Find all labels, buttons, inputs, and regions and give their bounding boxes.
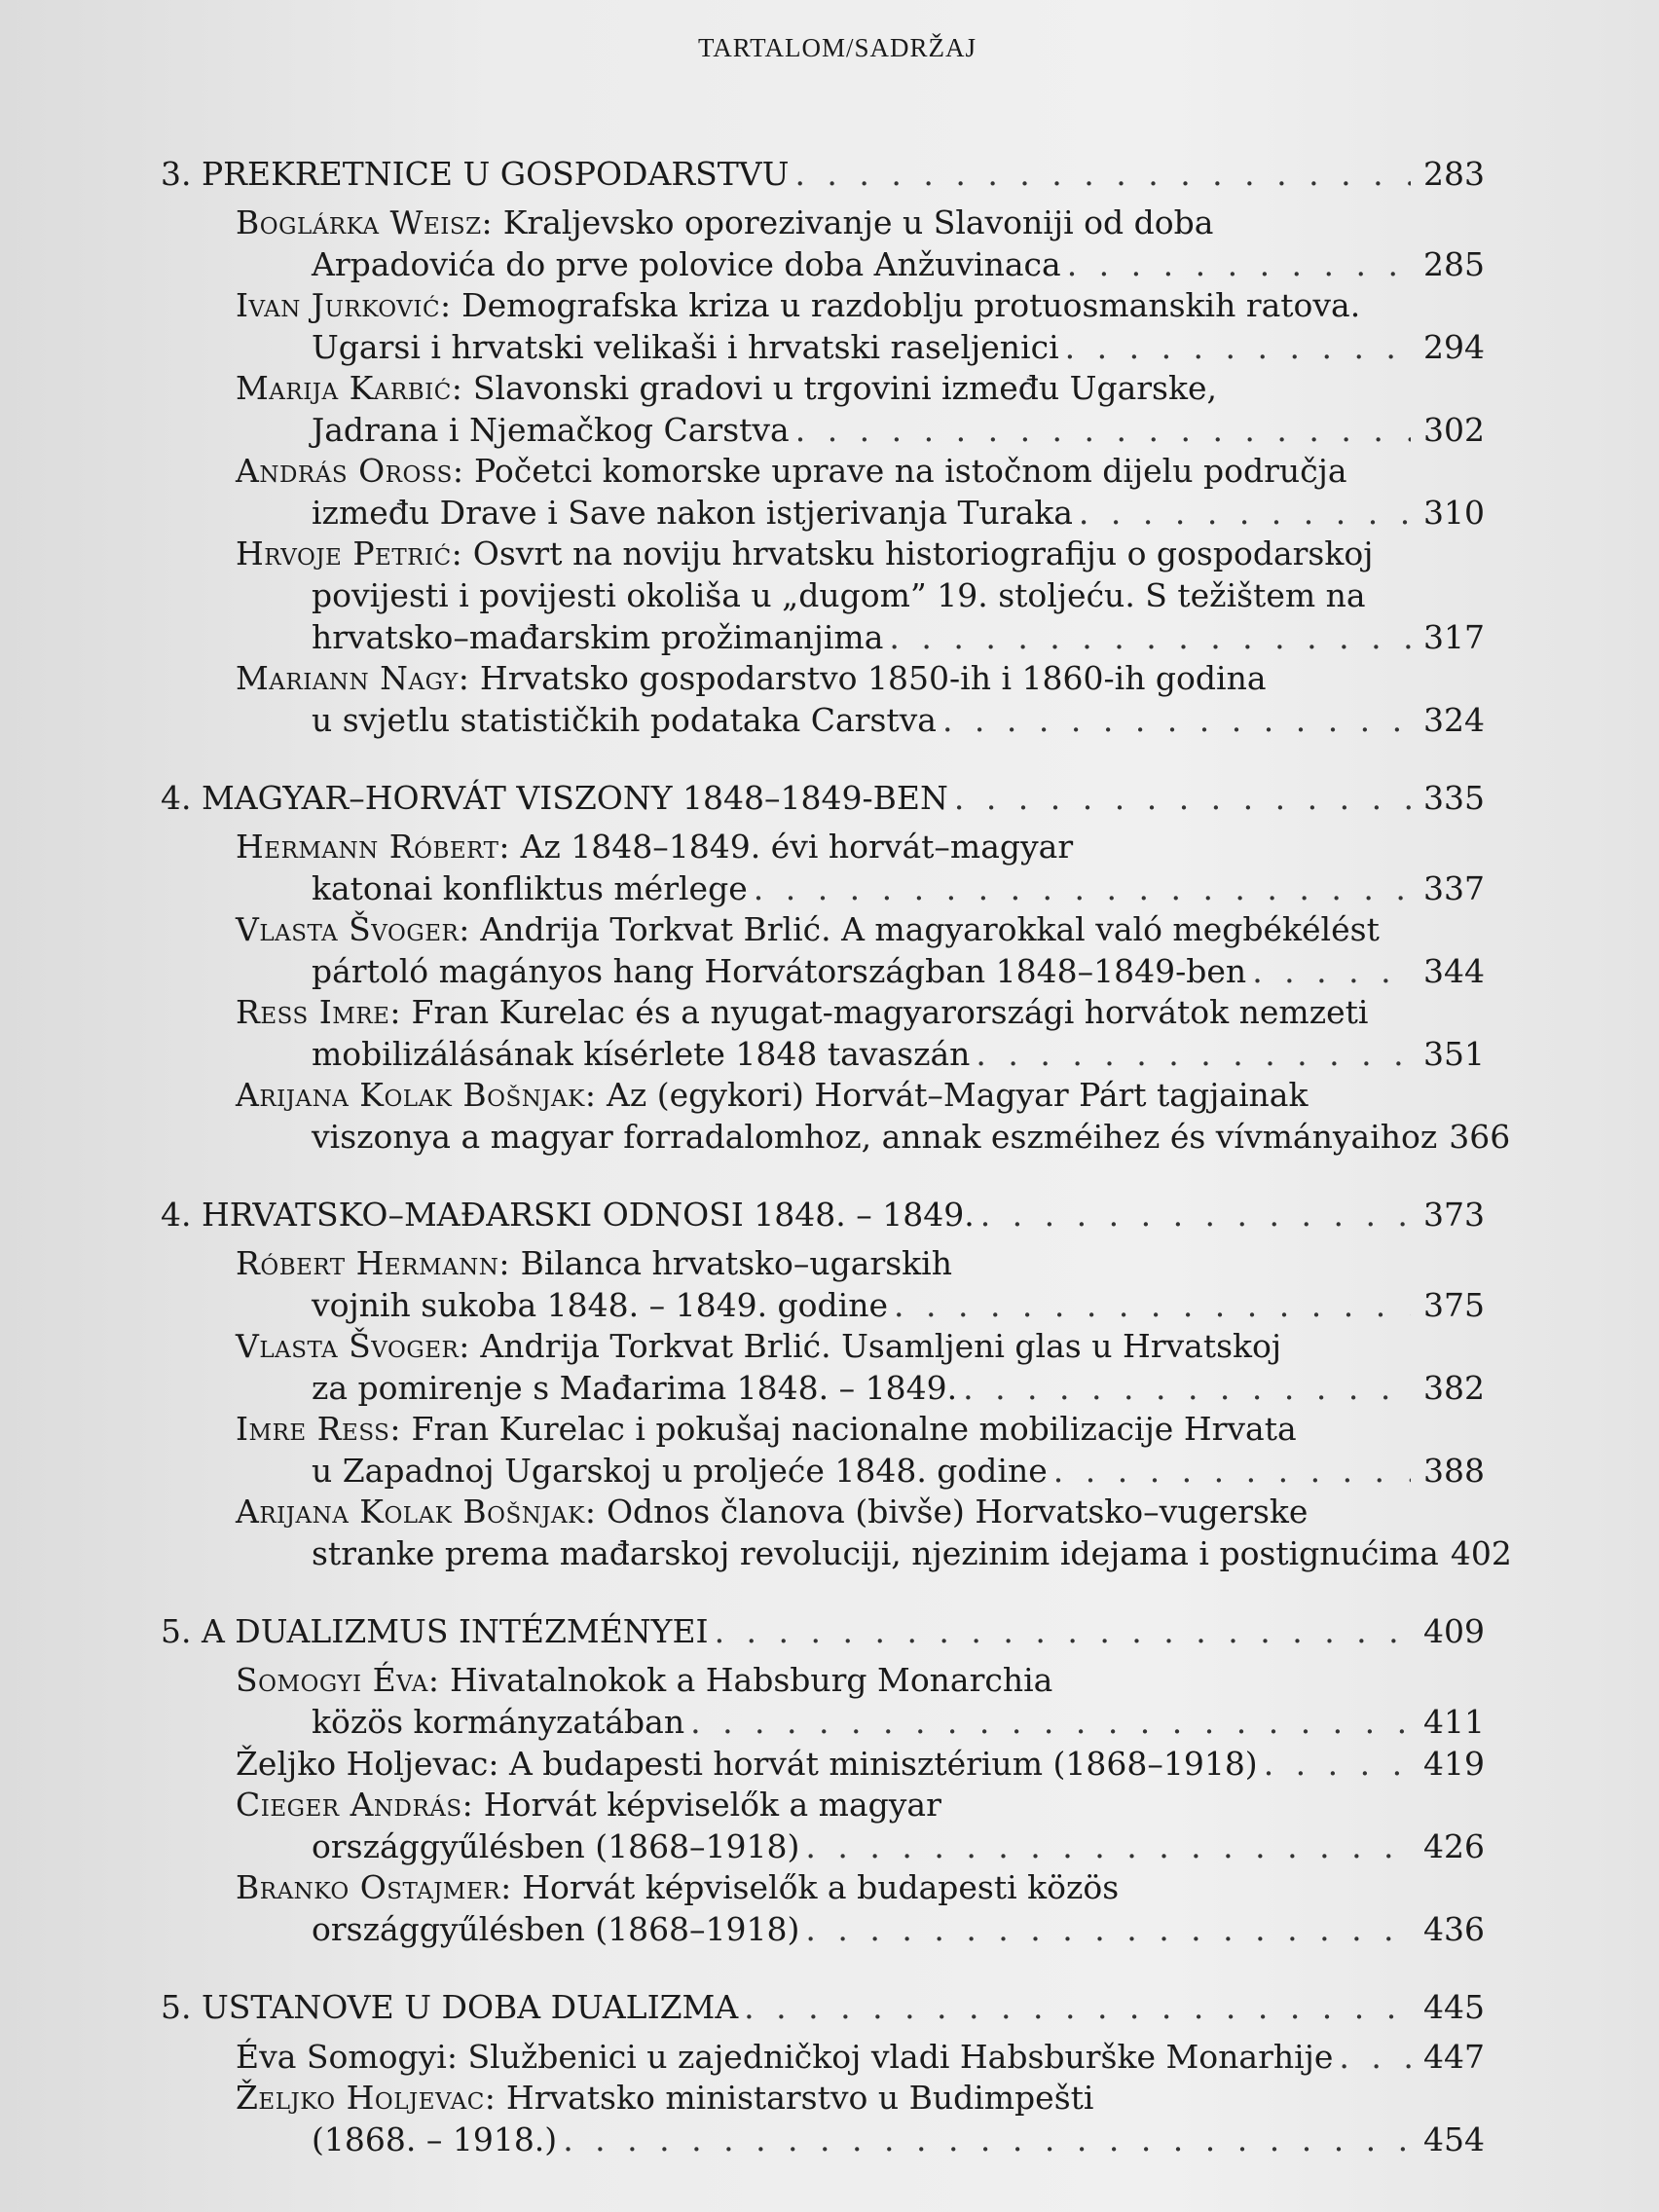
page-number: 454 [1423,2120,1485,2158]
page-number: 409 [1423,1612,1485,1650]
dot-leader [954,770,1411,827]
entry-first-line [161,285,1485,326]
toc-entry [161,658,1485,741]
entry-author: Željko Holjevac: [236,2079,497,2117]
page-number: 317 [1423,618,1485,656]
dot-leader [1264,1743,1411,1785]
entry-title-line: Osvrt na noviju hrvatsku historiografiju o gospodarskoj [472,535,1374,572]
dot-leader [889,616,1411,658]
entry-title-line: országgyűlésben (1868–1918) [312,1827,800,1865]
dot-leader [976,1033,1411,1075]
entry-author: Cieger András: [236,1786,474,1824]
toc-section [161,1187,1512,1574]
running-header: TARTALOM/SADRŽAJ [697,33,977,62]
toc-section [161,146,1485,741]
entry-title-line: stranke prema mađarskoj revoluciji, njezinim idejama i postignućima [312,1534,1439,1572]
entry-author: Somogyi Éva: [236,1661,440,1699]
entry-title-line: za pomirenje s Mađarima 1848. – 1849. [312,1369,958,1407]
page-number: 447 [1423,2038,1485,2076]
entry-line [161,2036,1485,2078]
page-number: 366 [1449,1118,1511,1156]
dot-leader [1252,950,1411,992]
dot-leader [690,1701,1411,1743]
entry-author: Arijana Kolak Bošnjak: [236,1493,597,1530]
entry-last-line [161,699,1485,741]
dot-leader [805,1825,1411,1867]
entry-first-line [161,658,1485,699]
entry-title-line: Bilanca hrvatsko–ugarskih [520,1244,952,1282]
dot-leader [805,1908,1411,1950]
toc-entry [161,2036,1485,2078]
entry-title-line: između Drave i Save nakon istjerivanja Turaka [312,494,1073,532]
entry-first-line [161,1326,1485,1367]
entry-title-line: povijesti i povijesti okoliša u „dugom” 19. stoljeću. S težištem na [312,576,1366,614]
entry-title-line: Fran Kurelac és a nyugat-magyarországi horvátok nemzeti [411,993,1369,1031]
table-of-contents [161,146,1512,2190]
dot-leader [795,409,1411,451]
toc-entry [161,1243,1485,1326]
entry-title-line: Početci komorske uprave na istočnom dijelu područja [474,452,1347,490]
toc-entry [161,1785,1485,1867]
section-heading [161,770,1485,827]
entry-first-line [161,1243,1485,1284]
page-number: 283 [1423,155,1485,193]
entry-title-line: u svjetlu statističkih podataka Carstva [312,701,937,739]
entry-last-line [161,492,1485,534]
entry-title-line: A budapesti horvát minisztérium (1868–1918) [508,1745,1258,1783]
page-number: 411 [1423,1703,1485,1741]
page-number: 294 [1423,328,1485,366]
entry-last-line [161,1908,1485,1950]
entry-first-line [161,909,1485,950]
toc-entry [161,909,1485,992]
entry-first-line [161,1785,1485,1825]
page-number: 351 [1423,1035,1485,1073]
entry-author: Mariann Nagy: [236,659,470,697]
entry-title-line: Az (egykori) Horvát–Magyar Párt tagjainak [606,1076,1309,1114]
page-number: 375 [1423,1286,1485,1324]
toc-entry [161,1075,1511,1158]
entry-first-line [161,203,1485,243]
entry-author: Róbert Hermann: [236,1244,511,1282]
section-heading [161,1604,1485,1660]
toc-entry [161,534,1485,658]
entry-last-line [161,2119,1485,2160]
toc-section [161,1604,1485,1950]
entry-last-line [161,1825,1485,1867]
toc-entry [161,2078,1485,2160]
entry-author: Éva Somogyi: [236,2038,458,2076]
toc-entry [161,1326,1485,1409]
entry-title-line: Az 1848–1849. évi horvát–magyar [520,828,1074,866]
page-number: 426 [1423,1827,1485,1865]
entry-title-line: Odnos članova (bivše) Horvatsko–vugerske [606,1493,1309,1530]
entry-last-line [161,1450,1485,1492]
entry-first-line [161,1409,1485,1450]
entry-title-line: Fran Kurelac i pokušaj nacionalne mobilizacije Hrvata [411,1410,1297,1448]
section-heading [161,1979,1485,2036]
page-number: 285 [1423,245,1485,283]
dot-leader [715,1604,1411,1660]
dot-leader [980,1187,1411,1243]
entry-title-line: Horvát képviselők a budapesti közös [522,1868,1120,1906]
entry-author: Boglárka Weisz: [236,203,494,241]
entry-author: András Oross: [236,452,464,490]
entry-first-line [161,992,1485,1033]
entry-text [236,1743,1258,1785]
toc-entry [161,1492,1512,1574]
page-number: 382 [1423,1369,1485,1407]
toc-entry [161,368,1485,451]
dot-leader [744,1979,1411,2036]
page-number: 344 [1423,952,1485,990]
entry-title-line: országgyűlésben (1868–1918) [312,1910,800,1948]
entry-title-line: mobilizálásának kísérlete 1848 tavaszán [312,1035,971,1073]
toc-section [161,770,1511,1158]
page-number: 302 [1423,411,1485,449]
entry-last-line [161,1033,1485,1075]
entry-author: Branko Ostajmer: [236,1868,512,1906]
entry-title-line: Službenici u zajedničkoj vladi Habsburške Monarhije [467,2038,1334,2076]
dot-leader [1339,2036,1411,2078]
page-number: 373 [1423,1196,1485,1234]
page-number: 310 [1423,494,1485,532]
entry-last-line [161,616,1485,658]
toc-entry [161,1409,1485,1492]
entry-first-line [161,451,1485,492]
entry-first-line [161,2078,1485,2119]
section-title: 5. A DUALIZMUS INTÉZMÉNYEI [161,1612,709,1650]
entry-first-line [161,827,1485,867]
entry-author: Ivan Jurković: [236,286,452,324]
toc-entry [161,451,1485,534]
entry-first-line [161,1660,1485,1701]
entry-title-line: vojnih sukoba 1848. – 1849. godine [312,1286,889,1324]
entry-last-line [161,1532,1512,1574]
entry-last-line [161,409,1485,451]
entry-first-line [161,1075,1485,1116]
page-number: 419 [1423,1745,1485,1783]
page-number: 436 [1423,1910,1485,1948]
entry-last-line [161,1367,1485,1409]
entry-first-line [161,368,1485,409]
entry-title-line: Horvát képviselők a magyar [483,1786,941,1824]
dot-leader [894,1284,1411,1326]
dot-leader [1079,492,1411,534]
entry-author: Imre Ress: [236,1410,402,1448]
dot-leader [563,2119,1411,2160]
toc-entry [161,1743,1485,1785]
entry-last-line [161,243,1485,285]
dot-leader [963,1367,1411,1409]
entry-author: Željko Holjevac: [236,1745,499,1783]
page-number: 445 [1423,1988,1485,2026]
entry-last-line [161,1701,1485,1743]
entry-title-line: hrvatsko–mađarskim prožimanjima [312,618,884,656]
entry-author: Hermann Róbert: [236,828,511,866]
entry-title-line: Andrija Torkvat Brlić. Usamljeni glas u Hrvatskoj [480,1327,1282,1365]
entry-title-line: Arpadovića do prve polovice doba Anžuvinaca [312,245,1061,283]
toc-entry [161,203,1485,285]
entry-title-line: Jadrana i Njemačkog Carstva [312,411,790,449]
entry-title-line: Ugarsi i hrvatski velikaši i hrvatski raseljenici [312,328,1059,366]
entry-line [161,1743,1485,1785]
toc-entry [161,1867,1485,1950]
section-heading [161,1187,1485,1243]
entry-title-line: Demografska kriza u razdoblju protuosmanskih ratova. [461,286,1361,324]
entry-title-line: katonai konfliktus mérlege [312,869,748,907]
toc-entry [161,992,1485,1075]
entry-title-line: (1868. – 1918.) [312,2120,558,2158]
dot-leader [1067,243,1411,285]
entry-author: Vlasta Švoger: [236,1327,470,1365]
entry-title-line: Hivatalnokok a Habsburg Monarchia [449,1661,1053,1699]
entry-author: Hrvoje Petrić: [236,535,463,572]
entry-title-line: viszonya a magyar forradalomhoz, annak eszméihez és vívmányaihoz [312,1118,1438,1156]
page-number: 324 [1423,701,1485,739]
dot-leader [1053,1450,1411,1492]
entry-text [236,2036,1333,2078]
entry-title-line: u Zapadnoj Ugarskoj u proljeće 1848. godine [312,1452,1048,1490]
entry-first-line [161,534,1485,574]
page-number: 337 [1423,869,1485,907]
entry-last-line [161,326,1485,368]
toc-entry [161,1660,1485,1743]
dot-leader [1065,326,1411,368]
entry-title-line: Slavonski gradovi u trgovini između Ugarske, [472,369,1217,407]
entry-first-line [161,1867,1485,1908]
toc-section [161,1979,1485,2160]
page-number: 402 [1450,1534,1512,1572]
dot-leader [754,867,1411,909]
entry-title-line: Hrvatsko ministarstvo u Budimpešti [505,2079,1094,2117]
entry-author: Vlasta Švoger: [236,910,470,948]
entry-last-line [161,950,1485,992]
entry-title-line: közös kormányzatában [312,1703,685,1741]
entry-author: Marija Karbić: [236,369,463,407]
entry-title-line: Kraljevsko oporezivanje u Slavoniji od doba [502,203,1214,241]
page-number: 335 [1423,779,1485,817]
entry-last-line [161,1116,1511,1158]
toc-entry [161,827,1485,909]
entry-title-line: Hrvatsko gospodarstvo 1850-ih i 1860-ih godina [479,659,1267,697]
dot-leader [794,146,1411,203]
toc-entry [161,285,1485,368]
section-title: 3. PREKRETNICE U GOSPODARSTVU [161,155,790,193]
entry-author: Arijana Kolak Bošnjak: [236,1076,597,1114]
page-number: 388 [1423,1452,1485,1490]
entry-author: Ress Imre: [236,993,402,1031]
section-title: 4. MAGYAR–HORVÁT VISZONY 1848–1849-BEN [161,779,948,817]
section-title: 5. USTANOVE U DOBA DUALIZMA [161,1988,739,2026]
entry-last-line [161,1284,1485,1326]
entry-first-line [161,1492,1485,1532]
entry-title-line: Andrija Torkvat Brlić. A magyarokkal való megbékélést [480,910,1380,948]
entry-title-line: pártoló magányos hang Horvátországban 1848–1849-ben [312,952,1247,990]
dot-leader [942,699,1411,741]
section-heading [161,146,1485,203]
section-title: 4. HRVATSKO–MAĐARSKI ODNOSI 1848. – 1849. [161,1196,975,1234]
entry-last-line [161,867,1485,909]
